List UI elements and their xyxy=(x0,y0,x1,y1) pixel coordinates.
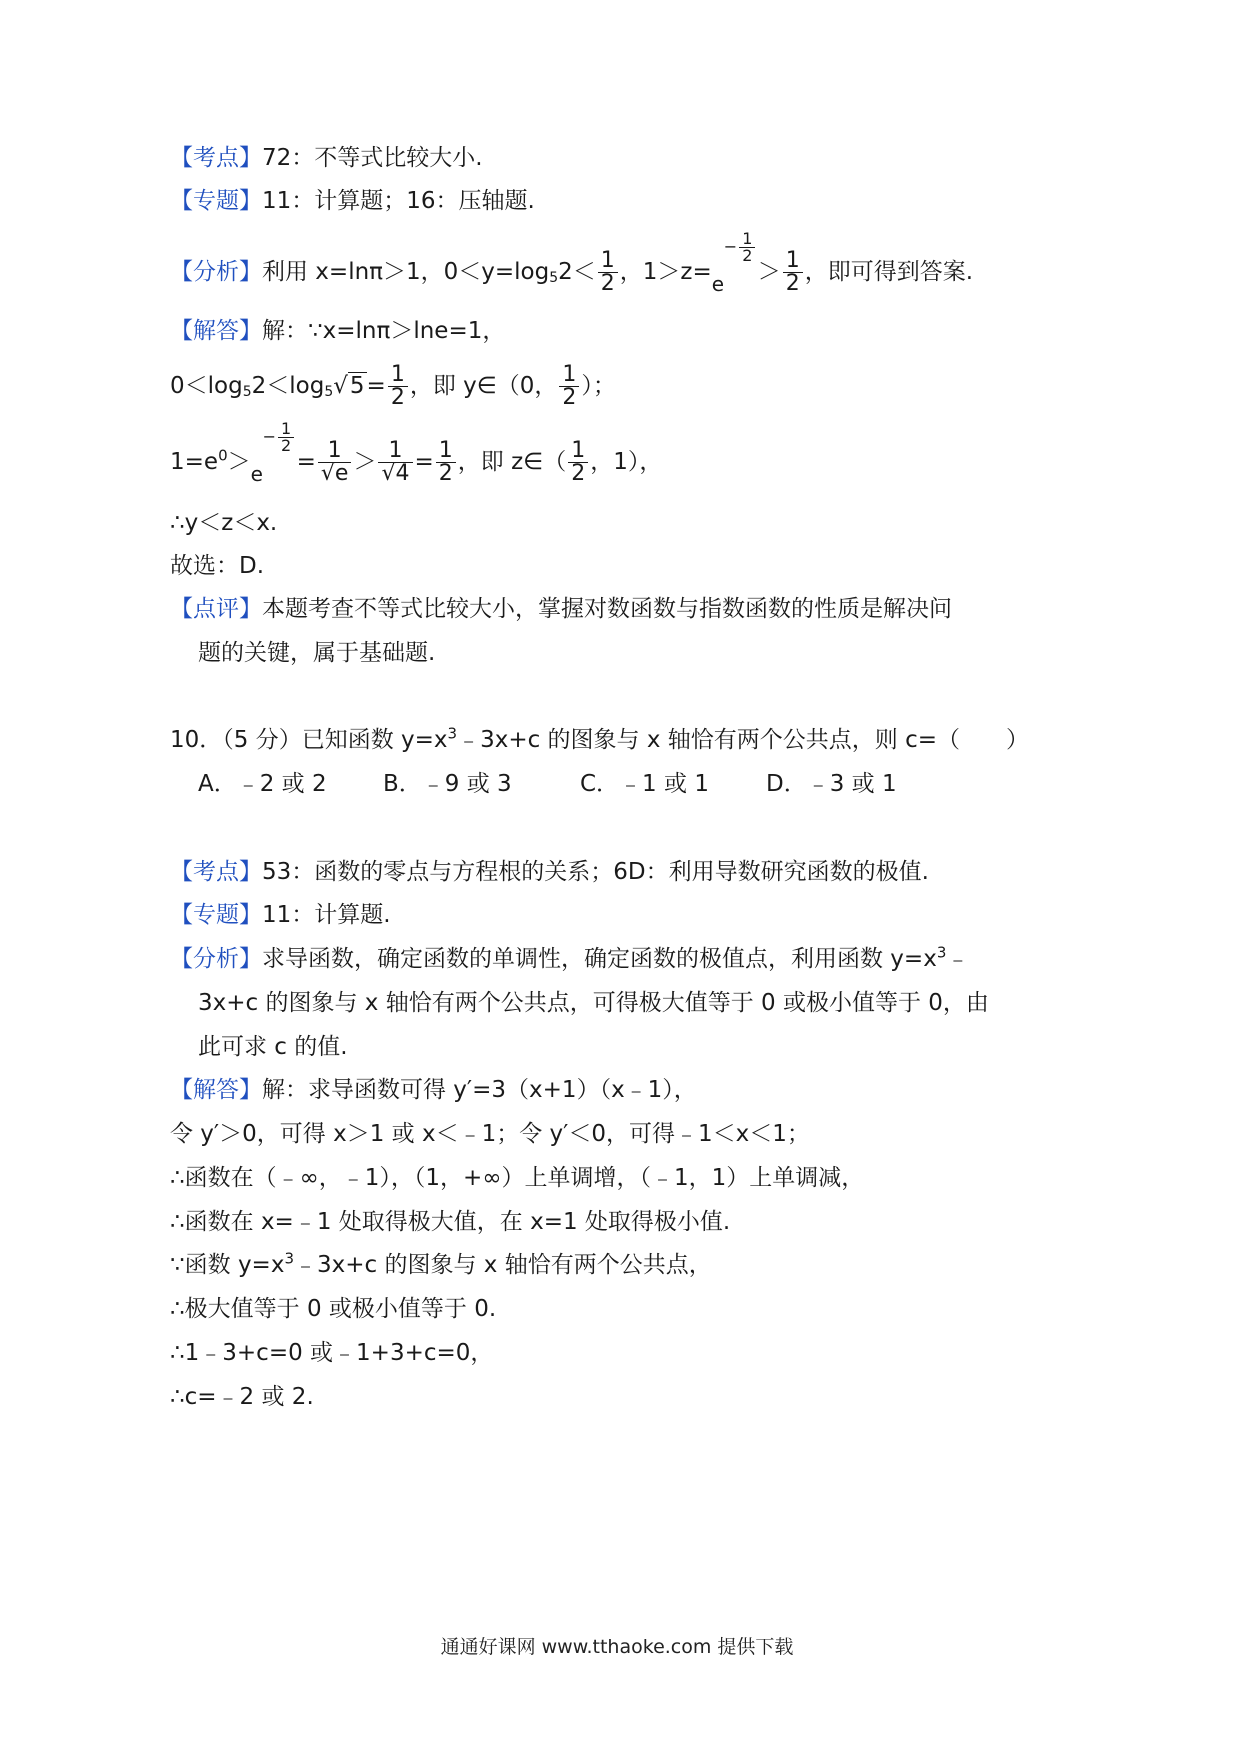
text: ﹣ xyxy=(946,946,970,972)
text: = xyxy=(296,449,316,475)
q10-zhuanti-line xyxy=(170,900,391,930)
frac-den: 2 xyxy=(739,247,755,264)
fraction-half xyxy=(568,440,588,485)
minus-sign: − xyxy=(723,236,738,256)
log-base: 5 xyxy=(324,384,334,400)
jieda-tag: 【解答】 xyxy=(170,1077,262,1103)
text: ∵函数 y=x xyxy=(170,1252,285,1278)
q10-fenxi-line-2: 3x+c 的图象与 x 轴恰有两个公共点，可得极大值等于 0 或极小值等于 0，由 xyxy=(198,990,989,1016)
jieda-text: 解：∵x=lnπ＞lne=1， xyxy=(262,318,506,344)
kaodian-text: 72：不等式比较大小. xyxy=(262,145,483,171)
frac-num: 1 xyxy=(785,248,800,273)
sqrt-symbol: √ xyxy=(333,373,348,399)
q9-fenxi-line xyxy=(170,228,974,296)
e-neg-half-power xyxy=(711,228,758,296)
frac-den xyxy=(378,462,412,485)
fenxi-text-f: ，即可得到答案. xyxy=(804,259,974,285)
q9-dianping-line xyxy=(170,594,952,624)
frac-den: 2 xyxy=(436,462,456,485)
log-base: 5 xyxy=(242,384,252,400)
frac-den: 2 xyxy=(568,462,588,485)
frac-den: 2 xyxy=(598,272,618,295)
q10-stem xyxy=(170,725,1029,755)
log-base: 5 xyxy=(549,270,559,286)
frac-num: 1 xyxy=(571,438,586,463)
footer-source: 通通好课网 www.tthaoke.com 提供下载 xyxy=(440,1636,794,1658)
q9-dianping-cont: 题的关键，属于基础题. xyxy=(198,640,436,666)
q10-step-7: ∴c=﹣2 或 2. xyxy=(170,1384,314,1410)
minus-sign: − xyxy=(262,426,277,446)
text: 0＜log xyxy=(170,373,243,399)
q10-step-6: ∴1﹣3+c=0 或﹣1+3+c=0， xyxy=(170,1340,494,1366)
dianping-tag: 【点评】 xyxy=(170,596,262,622)
frac-den: 2 xyxy=(278,437,294,454)
text: 10．（5 分）已知函数 y=x xyxy=(170,727,448,753)
superscript: 3 xyxy=(447,724,458,743)
radicand: 5 xyxy=(349,373,365,399)
fraction-half xyxy=(598,250,618,295)
fenxi-tag: 【分析】 xyxy=(170,946,262,972)
fraction-half xyxy=(783,250,803,295)
fenxi-text-e: ＞ xyxy=(757,259,781,285)
fraction-1-over-sqrt-4 xyxy=(378,440,412,485)
exp-fraction xyxy=(739,228,755,265)
sqrt-symbol: √ xyxy=(381,461,396,486)
q10-step-5: ∴极大值等于 0 或极小值等于 0. xyxy=(170,1296,497,1322)
q10-step-4 xyxy=(170,1250,712,1280)
fraction-half xyxy=(388,364,408,409)
fraction-1-over-sqrt-e xyxy=(318,440,352,485)
q9-kaodian-line xyxy=(170,143,483,173)
choice-c: C．﹣1 或 1 xyxy=(580,771,709,797)
text: 2＜log xyxy=(251,373,325,399)
frac-num: 1 xyxy=(388,438,403,463)
fenxi-tag: 【分析】 xyxy=(170,259,262,285)
frac-num: 1 xyxy=(600,248,615,273)
fenxi-text-c: 2＜ xyxy=(558,259,596,285)
superscript: 0 xyxy=(218,446,228,465)
superscript: 3 xyxy=(936,943,947,962)
neg-half-exponent xyxy=(262,418,297,455)
text: ＞ xyxy=(227,449,251,475)
q9-z-range-line xyxy=(170,418,663,486)
q9-zhuanti-line xyxy=(170,186,535,216)
q10-fenxi-line-3: 此可求 c 的值. xyxy=(198,1034,348,1060)
radicand: e xyxy=(334,461,349,486)
zhuanti-tag: 【专题】 xyxy=(170,902,262,928)
frac-den: 2 xyxy=(388,386,408,409)
frac-num: 1 xyxy=(390,362,405,387)
fenxi-text-d: ，1＞z= xyxy=(619,259,712,285)
q9-answer: 故选：D. xyxy=(170,553,265,579)
q10-jieda-line xyxy=(170,1075,697,1105)
zhuanti-text: 11：计算题；16：压轴题. xyxy=(262,188,535,214)
q10-step-3: ∴函数在 x=﹣1 处取得极大值，在 x=1 处取得极小值. xyxy=(170,1209,731,1235)
frac-den: 2 xyxy=(783,272,803,295)
fraction-half xyxy=(559,364,579,409)
fraction-half xyxy=(436,440,456,485)
e-neg-half-power xyxy=(250,418,297,486)
frac-den xyxy=(318,462,352,485)
radicand: 4 xyxy=(395,461,410,486)
e-base: e xyxy=(711,271,725,296)
sqrt-symbol: √ xyxy=(320,461,335,486)
exp-fraction xyxy=(278,418,294,455)
choice-a: A．﹣2 或 2 xyxy=(198,771,327,797)
q10-kaodian-line xyxy=(170,857,929,887)
text: 1=e xyxy=(170,449,219,475)
text: ＞ xyxy=(353,449,377,475)
text: ）； xyxy=(581,373,616,399)
kaodian-text: 53：函数的零点与方程根的关系；6D：利用导数研究函数的极值. xyxy=(262,859,929,885)
text: = xyxy=(414,449,434,475)
jieda-text: 解：求导函数可得 y′=3（x+1）（x﹣1）， xyxy=(262,1077,697,1103)
text: ﹣3x+c 的图象与 x 轴恰有两个公共点， xyxy=(294,1252,712,1278)
zhuanti-tag: 【专题】 xyxy=(170,188,262,214)
frac-den: 2 xyxy=(559,386,579,409)
q10-fenxi-line-1 xyxy=(170,944,969,974)
text: 求导函数，确定函数的单调性，确定函数的极值点，利用函数 y=x xyxy=(262,946,937,972)
frac-num: 1 xyxy=(327,438,342,463)
zhuanti-text: 11：计算题. xyxy=(262,902,391,928)
text: = xyxy=(366,373,386,399)
choice-d: D．﹣3 或 1 xyxy=(766,771,897,797)
q9-conclusion: ∴y＜z＜x. xyxy=(170,510,278,536)
frac-num: 1 xyxy=(562,362,577,387)
frac-num: 1 xyxy=(742,228,753,248)
sqrt-5 xyxy=(333,371,366,401)
superscript: 3 xyxy=(284,1249,294,1268)
text: ，即 z∈（ xyxy=(457,449,567,475)
q10-step-2: ∴函数在（﹣∞，﹣1），（1，+∞）上单调增，（﹣1，1）上单调减， xyxy=(170,1165,865,1191)
q10-step-1: 令 y′＞0，可得 x＞1 或 x＜﹣1；令 y′＜0，可得﹣1＜x＜1； xyxy=(170,1121,810,1147)
frac-num: 1 xyxy=(438,438,453,463)
jieda-tag: 【解答】 xyxy=(170,318,262,344)
choice-b: B．﹣9 或 3 xyxy=(383,771,512,797)
kaodian-tag: 【考点】 xyxy=(170,859,262,885)
text: ，即 y∈（0， xyxy=(409,373,558,399)
text: ，1）， xyxy=(590,449,663,475)
q9-y-range-line xyxy=(170,364,616,409)
kaodian-tag: 【考点】 xyxy=(170,145,262,171)
neg-half-exponent xyxy=(723,228,758,265)
fenxi-text-a: 利用 x=lnπ＞1，0＜y=log xyxy=(262,259,550,285)
frac-num: 1 xyxy=(281,418,292,438)
q9-jieda-line xyxy=(170,316,505,346)
e-base: e xyxy=(250,461,263,486)
text: ﹣3x+c 的图象与 x 轴恰有两个公共点，则 c=（ ） xyxy=(457,727,1030,753)
dianping-text: 本题考查不等式比较大小，掌握对数函数与指数函数的性质是解决问 xyxy=(262,596,952,622)
